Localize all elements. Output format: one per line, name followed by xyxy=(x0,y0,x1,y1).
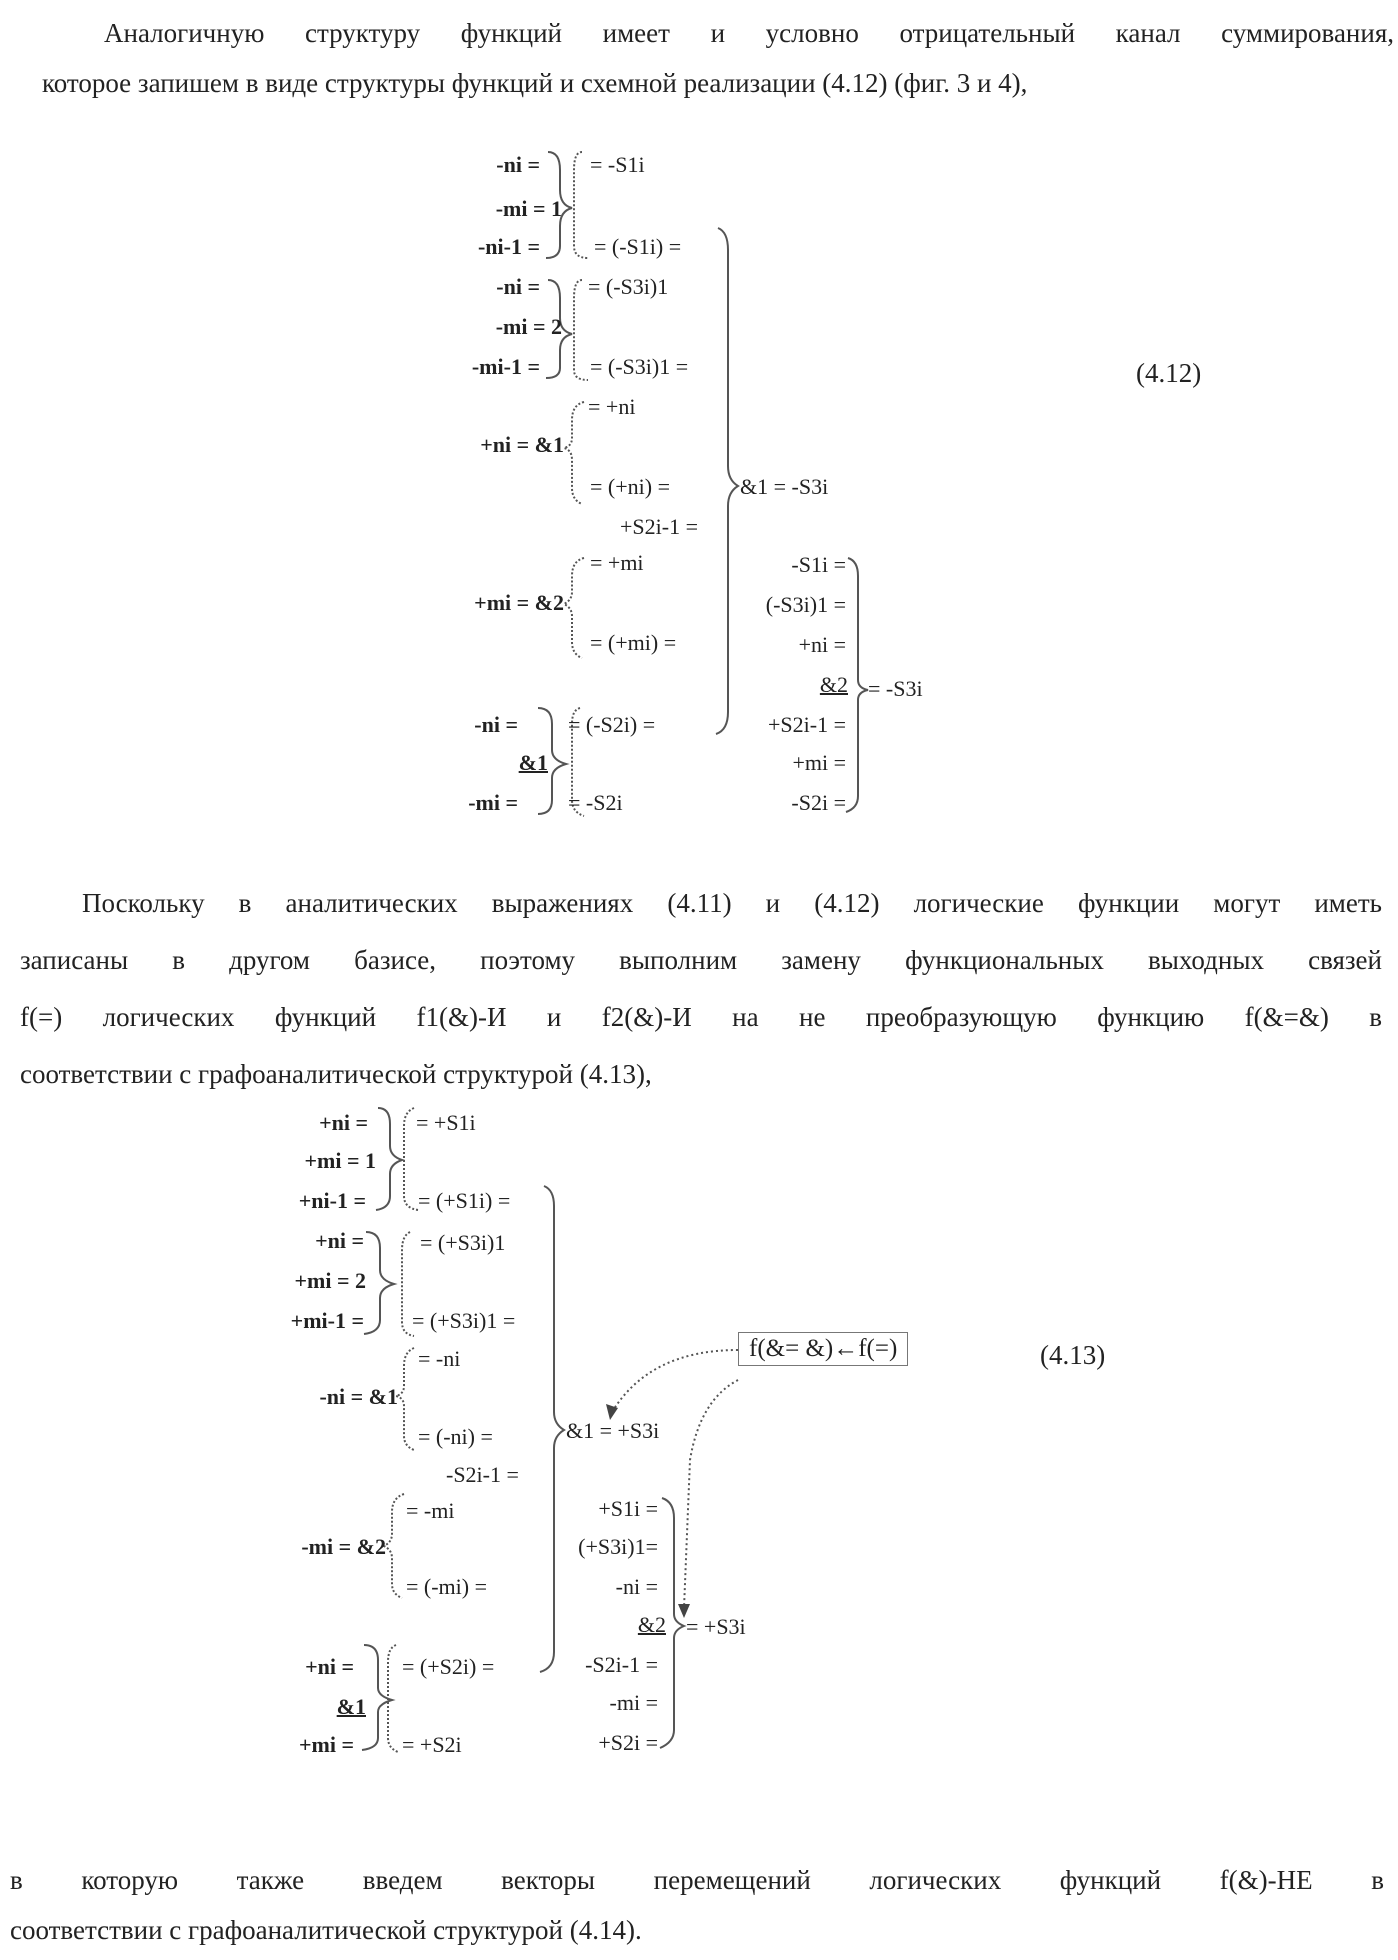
eq413-left-2: +mi = 1 xyxy=(304,1148,376,1174)
paragraph-3 xyxy=(10,1855,1384,1955)
paragraph-1 xyxy=(42,8,1394,108)
eq413-output-2: = +S3i xyxy=(686,1614,746,1640)
eq413-left-8: -mi = &2 xyxy=(301,1534,386,1560)
eq412-right-5: +S2i-1 = xyxy=(768,712,846,738)
eq412-left-7: +ni = &1 xyxy=(480,432,564,458)
eq413-mid-4: = (+S3i)1 = xyxy=(412,1308,515,1334)
eq412-right-7: -S2i = xyxy=(791,790,846,816)
eq413-left-10: &1 xyxy=(337,1694,366,1720)
eq412-mid-4: = (-S3i)1 = xyxy=(590,354,688,380)
eq412-mid-7: +S2i-1 = xyxy=(620,514,698,540)
eq412-mid-8: = +mi xyxy=(590,550,644,576)
eq413-right-3: -ni = xyxy=(616,1574,658,1600)
eq413-left-1: +ni = xyxy=(319,1110,368,1136)
eq412-left-6: -mi-1 = xyxy=(472,354,540,380)
eq413-left-7: -ni = &1 xyxy=(319,1384,398,1410)
eq412-mid-2: = (-S1i) = xyxy=(594,234,681,260)
eq413-mid-3: = (+S3i)1 xyxy=(420,1230,505,1256)
eq412-left-4: -ni = xyxy=(496,274,540,300)
eq413-left-6: +mi-1 = xyxy=(291,1308,364,1334)
eq413-output-1: &1 = +S3i xyxy=(566,1418,659,1444)
paragraph-1-line-2: которое запишем в виде структуры функций и схемной реализации (4.12) (фиг. 3 и 4), xyxy=(42,58,1394,108)
eq413-right-5: -S2i-1 = xyxy=(585,1652,658,1678)
eq413-mid-8: = -mi xyxy=(406,1498,454,1524)
paragraph-2 xyxy=(20,875,1382,1103)
eq413-left-11: +mi = xyxy=(299,1732,354,1758)
eq412-mid-6: = (+ni) = xyxy=(590,474,670,500)
eq412-mid-1: = -S1i xyxy=(590,152,645,178)
eq413-right-6: -mi = xyxy=(610,1690,658,1716)
paragraph-3-line-1: в которую также введем векторы перемещений логических функций f(&)-НЕ в xyxy=(10,1855,1384,1905)
paragraph-2-line-1: Поскольку в аналитических выражениях (4.11) и (4.12) логические функции могут иметь xyxy=(20,875,1382,932)
paragraph-1-line-1: Аналогичную структуру функций имеет и условно отрицательный канал суммирования, xyxy=(42,8,1394,58)
eq412-right-1: -S1i = xyxy=(791,552,846,578)
replacement-function-box: f(&= &)←f(=) xyxy=(738,1332,908,1366)
eq412-left-1: -ni = xyxy=(496,152,540,178)
paragraph-3-line-2: соответствии с графоаналитической структурой (4.14). xyxy=(10,1905,1384,1955)
eq412-mid-10: = (-S2i) = xyxy=(568,712,655,738)
eq412-mid-5: = +ni xyxy=(588,394,635,420)
equation-number-4-13: (4.13) xyxy=(1040,1340,1105,1371)
eq412-mid-9: = (+mi) = xyxy=(590,630,676,656)
paragraph-2-line-4: соответствии с графоаналитической структурой (4.13), xyxy=(20,1046,1382,1103)
eq413-left-9: +ni = xyxy=(305,1654,354,1680)
equation-number-4-12: (4.12) xyxy=(1136,358,1201,389)
paragraph-2-line-2: записаны в другом базисе, поэтому выполним замену функциональных выходных связей xyxy=(20,932,1382,989)
eq412-mid-3: = (-S3i)1 xyxy=(588,274,668,300)
eq413-mid-5: = -ni xyxy=(418,1346,460,1372)
eq412-output-1: &1 = -S3i xyxy=(740,474,828,500)
eq412-right-4: &2 xyxy=(820,672,848,698)
eq412-mid-11: = -S2i xyxy=(568,790,623,816)
eq412-left-2: -mi = 1 xyxy=(496,196,562,222)
eq413-left-3: +ni-1 = xyxy=(299,1188,366,1214)
eq412-right-2: (-S3i)1 = xyxy=(766,592,846,618)
eq412-left-8: +mi = &2 xyxy=(474,590,564,616)
eq413-right-4: &2 xyxy=(638,1612,666,1638)
eq413-right-7: +S2i = xyxy=(598,1730,658,1756)
eq413-mid-9: = (-mi) = xyxy=(406,1574,487,1600)
eq413-right-1: +S1i = xyxy=(598,1496,658,1522)
eq413-mid-10: = (+S2i) = xyxy=(402,1654,494,1680)
eq413-mid-1: = +S1i xyxy=(416,1110,476,1136)
eq413-mid-6: = (-ni) = xyxy=(418,1424,493,1450)
eq413-left-4: +ni = xyxy=(315,1228,364,1254)
eq412-right-3: +ni = xyxy=(799,632,846,658)
eq412-left-10: &1 xyxy=(519,750,548,776)
eq412-left-5: -mi = 2 xyxy=(496,314,562,340)
eq412-left-11: -mi = xyxy=(468,790,518,816)
paragraph-2-line-3: f(=) логических функций f1(&)-И и f2(&)-И на не преобразующую функцию f(&=&) в xyxy=(20,989,1382,1046)
eq413-right-2: (+S3i)1= xyxy=(578,1534,658,1560)
eq413-mid-2: = (+S1i) = xyxy=(418,1188,510,1214)
eq412-output-2: = -S3i xyxy=(868,676,923,702)
eq412-left-9: -ni = xyxy=(474,712,518,738)
eq413-mid-7: -S2i-1 = xyxy=(446,1462,519,1488)
eq413-mid-11: = +S2i xyxy=(402,1732,462,1758)
eq412-right-6: +mi = xyxy=(792,750,846,776)
eq412-left-3: -ni-1 = xyxy=(478,234,540,260)
eq413-left-5: +mi = 2 xyxy=(294,1268,366,1294)
